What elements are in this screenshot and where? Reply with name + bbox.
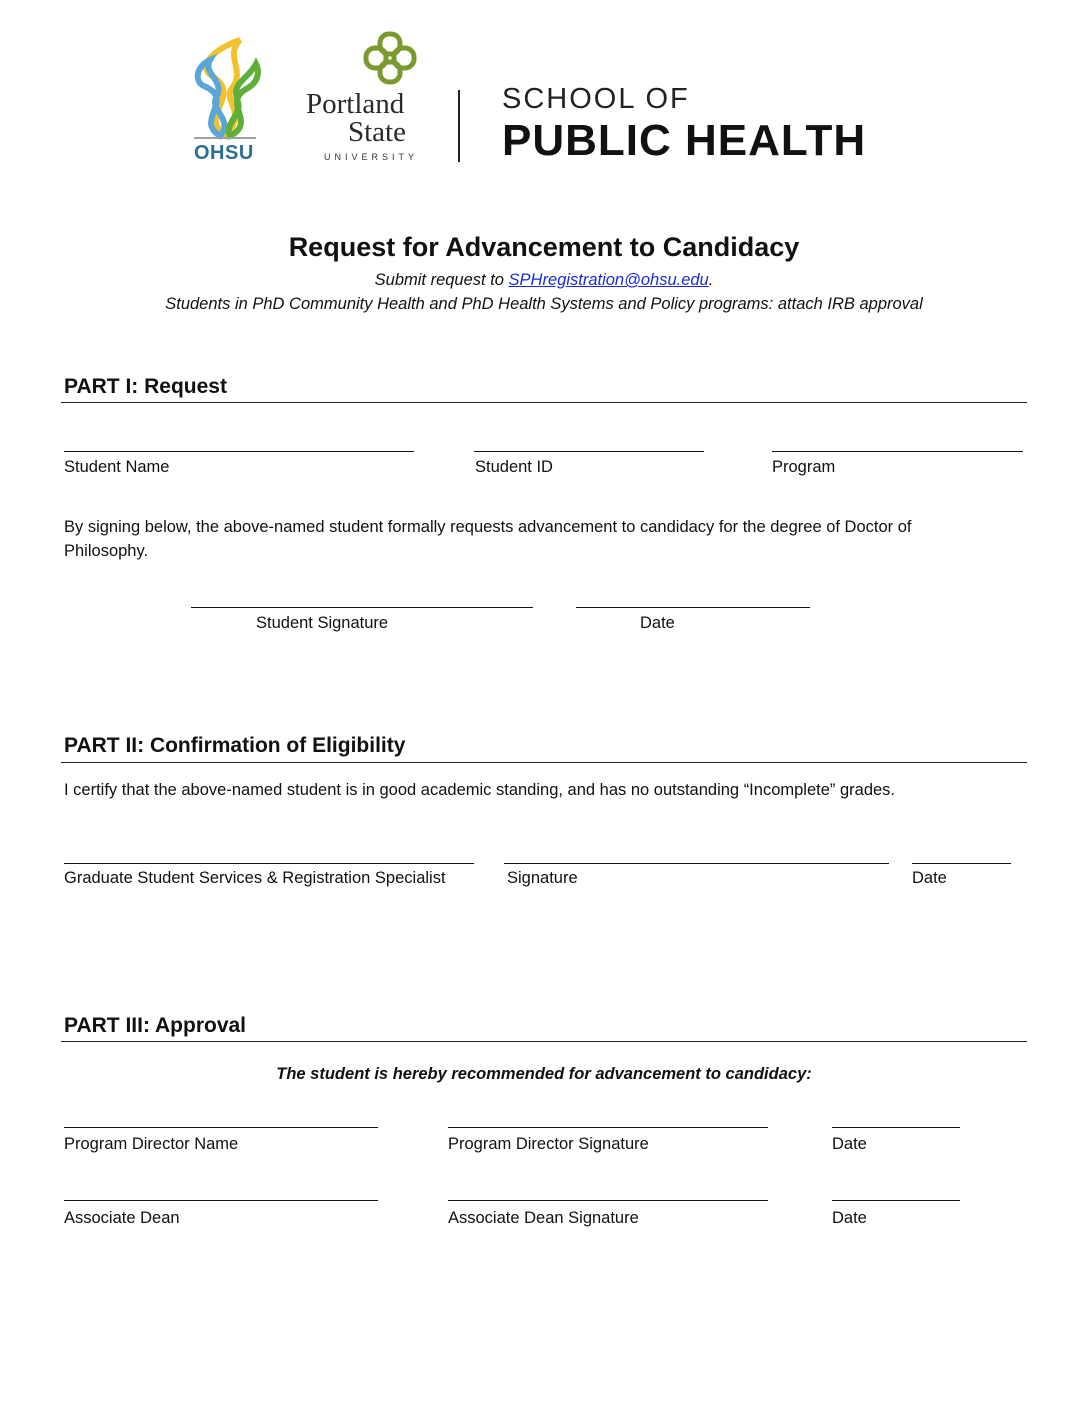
sph-public-health: PUBLIC HEALTH	[502, 116, 867, 165]
irb-note: Students in PhD Community Health and PhD Health Systems and Policy programs: attach IRB approval	[165, 295, 923, 313]
director-signature-line[interactable]	[448, 1127, 768, 1128]
dean-signature-line[interactable]	[448, 1200, 768, 1201]
part2-statement: I certify that the above-named student is in good academic standing, and has no outstanding “Incomplete” grades.	[64, 781, 896, 799]
psu-logo	[300, 30, 425, 170]
specialist-date-line[interactable]	[912, 863, 1011, 864]
ohsu-wordmark: OHSU	[194, 142, 254, 164]
specialist-name-line[interactable]	[64, 863, 474, 864]
part1-statement-line2: Philosophy.	[64, 542, 149, 560]
director-signature-label: Program Director Signature	[448, 1135, 649, 1153]
submit-instruction	[0, 269, 1088, 291]
psu-knot-icon	[362, 30, 418, 86]
program-label: Program	[772, 458, 836, 476]
part2-heading: PART II: Confirmation of Eligibility	[64, 734, 406, 757]
student-name-line[interactable]	[64, 451, 414, 452]
program-line[interactable]	[772, 451, 1023, 452]
page-title: Request for Advancement to Candidacy	[288, 232, 800, 262]
director-name-line[interactable]	[64, 1127, 378, 1128]
part1-statement-line1: By signing below, the above-named student formally requests advancement to candidacy for the degree of Doctor of	[64, 518, 912, 536]
part3-heading: PART III: Approval	[64, 1014, 247, 1037]
student-id-line[interactable]	[474, 451, 704, 452]
dean-label: Associate Dean	[64, 1209, 180, 1227]
student-signature-line[interactable]	[191, 607, 533, 608]
sph-wordmark	[502, 82, 866, 166]
psu-wordmark-state: State	[348, 116, 406, 148]
part3-rule	[61, 1041, 1027, 1042]
ohsu-logo	[186, 36, 266, 166]
student-signature-label: Student Signature	[256, 614, 389, 632]
ohsu-flame-icon	[186, 36, 266, 140]
recommendation-text: The student is hereby recommended for advancement to candidacy:	[276, 1065, 812, 1083]
student-id-label: Student ID	[475, 458, 553, 476]
sph-school-of: SCHOOL OF	[502, 83, 690, 115]
part1-rule	[61, 402, 1027, 403]
dean-signature-label: Associate Dean Signature	[448, 1209, 639, 1227]
specialist-label: Graduate Student Services & Registration Specialist	[64, 869, 446, 887]
submit-suffix: .	[708, 271, 714, 289]
part1-heading: PART I: Request	[64, 375, 227, 398]
psu-wordmark-university: UNIVERSITY	[324, 152, 419, 162]
specialist-date-label: Date	[912, 869, 947, 887]
dean-name-line[interactable]	[64, 1200, 378, 1201]
student-name-label: Student Name	[64, 458, 170, 476]
specialist-signature-label: Signature	[507, 869, 578, 887]
part2-rule	[61, 762, 1027, 763]
director-date-label: Date	[832, 1135, 867, 1153]
director-name-label: Program Director Name	[64, 1135, 239, 1153]
psu-wordmark-portland: Portland	[306, 88, 405, 120]
student-date-label: Date	[640, 614, 675, 632]
dean-date-line[interactable]	[832, 1200, 960, 1201]
logo-divider	[458, 90, 460, 162]
director-date-line[interactable]	[832, 1127, 960, 1128]
student-date-line[interactable]	[576, 607, 810, 608]
submit-email-link[interactable]: SPHregistration@ohsu.edu	[508, 271, 709, 289]
submit-prefix: Submit request to	[374, 271, 509, 289]
dean-date-label: Date	[832, 1209, 867, 1227]
specialist-signature-line[interactable]	[504, 863, 889, 864]
